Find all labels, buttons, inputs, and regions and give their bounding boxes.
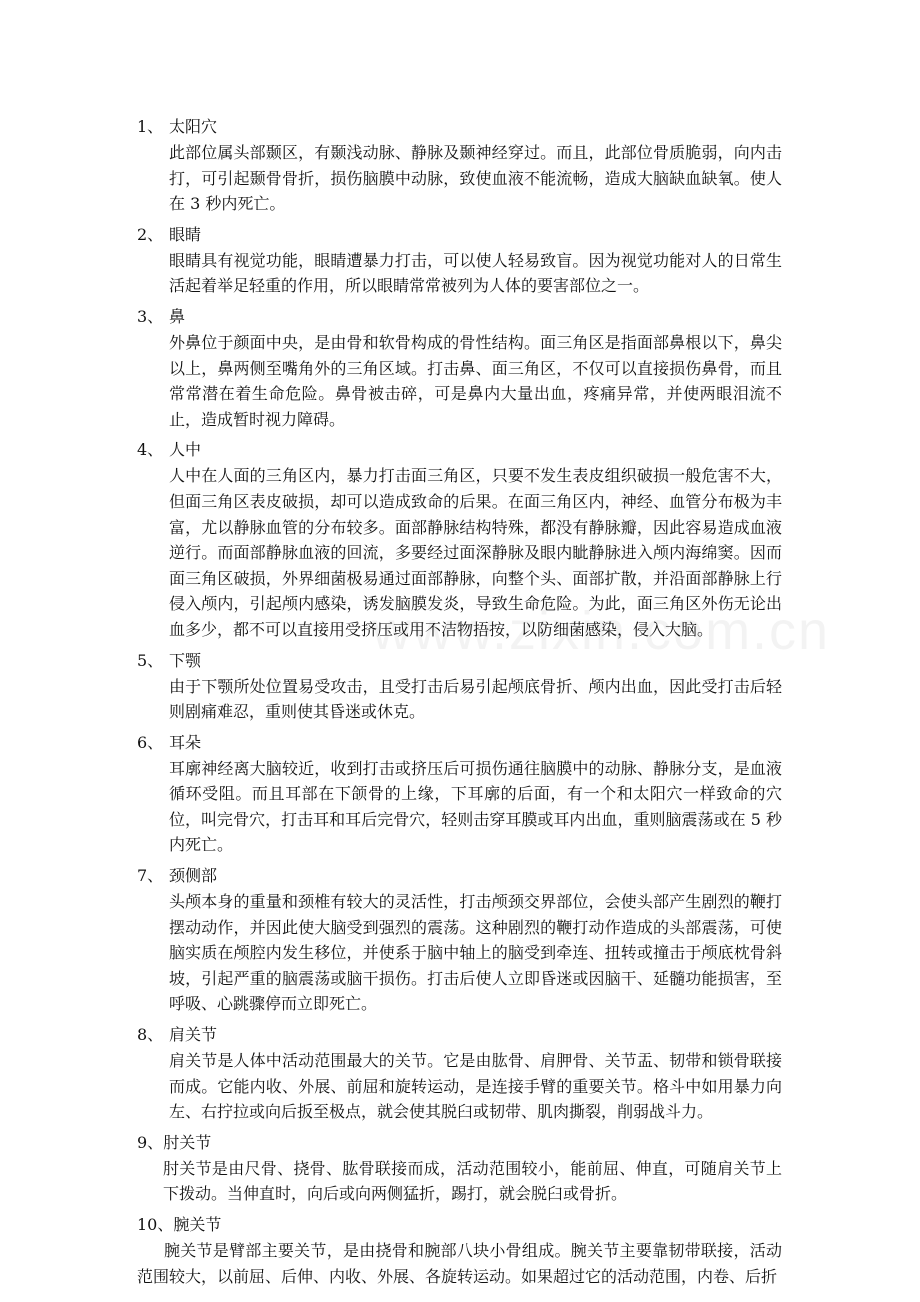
list-item (0, 304, 920, 432)
list-item (0, 437, 920, 642)
item-heading (0, 648, 920, 674)
item-heading (0, 863, 920, 889)
item-number: 10、 (137, 1215, 174, 1234)
item-body: 耳廓神经离大脑较近，收到打击或挤压后可损伤通往脑膜中的动脉、静脉分支，是血液循环受阻。而且耳部在下颌骨的上缘，下耳廓的后面，有一个和太阳穴一样致命的穴位，叫完骨穴，打击耳和耳后完骨穴，轻则击穿耳膜或耳内出血，重则脑震荡或在 5 秒内死亡。 (169, 758, 782, 855)
item-title: 鼻 (169, 306, 186, 326)
item-title: 颈侧部 (169, 866, 218, 886)
item-body: 外鼻位于颜面中央，是由骨和软骨构成的骨性结构。面三角区是指面部鼻根以下，鼻尖以上，鼻两侧至嘴角外的三角区域。打击鼻、面三角区，不仅可以直接损伤鼻骨，而且常常潜在着生命危险。鼻骨被击碎，可是鼻内大量出血，疼痛异常，并使两眼泪流不止，造成暂时视力障碍。 (169, 332, 782, 429)
item-heading (0, 730, 920, 756)
item-title: 下颚 (169, 650, 202, 670)
item-heading (0, 437, 920, 463)
list-item (0, 222, 920, 299)
list-item (0, 1022, 920, 1125)
item-body: 头颅本身的重量和颈椎有较大的灵活性，打击颅颈交界部位，会使头部产生剧烈的鞭打摆动动作，并因此使大脑受到强烈的震荡。这种剧烈的鞭打动作造成的头部震荡，可使脑实质在颅腔内发生移位，并使系于脑中轴上的脑受到牵连、扭转或撞击于颅底枕骨斜坡，引起严重的脑震荡或脑干损伤。打击后使人立即昏迷或因脑干、延髓功能损害，至呼吸、心跳骤停而立即死亡。 (169, 892, 782, 1014)
item-title: 人中 (169, 440, 202, 460)
item-heading (0, 114, 920, 140)
list-item (0, 1130, 920, 1207)
item-heading (0, 222, 920, 248)
item-body: 由于下颚所处位置易受攻击，且受打击后易引起颅底骨折、颅内出血，因此受打击后轻则剧痛难忍，重则使其昏迷或休克。 (169, 676, 782, 722)
list-item (0, 730, 920, 858)
item-title: 腕关节 (173, 1215, 222, 1234)
item-number: 8、 (137, 1025, 164, 1045)
item-number: 5、 (137, 650, 164, 670)
item-heading (0, 1130, 920, 1156)
item-body: 肘关节是由尺骨、挠骨、肱骨联接而成，活动范围较小，能前屈、伸直，可随肩关节上下拨动。当伸直时，向后或向两侧猛折，踢打，就会脱臼或骨折。 (163, 1158, 782, 1204)
list-item (0, 1212, 920, 1289)
document-content (0, 114, 920, 1294)
list-item (0, 648, 920, 725)
item-title: 太阳穴 (169, 117, 218, 136)
item-heading (0, 1022, 920, 1048)
item-number: 2、 (137, 224, 164, 244)
item-number: 4、 (137, 440, 164, 460)
item-number: 7、 (137, 866, 164, 886)
item-title: 眼睛 (169, 224, 202, 244)
item-title: 肩关节 (169, 1025, 218, 1045)
item-body: 眼睛具有视觉功能，眼睛遭暴力打击，可以使人轻易致盲。因为视觉功能对人的日常生活起着举足轻重的作用，所以眼睛常常被列为人体的要害部位之一。 (169, 250, 782, 296)
item-number: 1、 (137, 117, 164, 136)
item-heading (0, 1212, 920, 1238)
item-title: 肘关节 (163, 1132, 212, 1152)
item-number: 6、 (137, 732, 164, 752)
list-item (0, 863, 920, 1017)
item-body: 肩关节是人体中活动范围最大的关节。它是由肱骨、肩胛骨、关节盂、韧带和锁骨联接而成。它能内收、外展、前屈和旋转运动，是连接手臂的重要关节。格斗中如用暴力向左、右拧拉或向后扳至极点，就会使其脱臼或韧带、肌肉撕裂，削弱战斗力。 (169, 1051, 782, 1122)
item-number: 3、 (137, 306, 164, 326)
item-body: 腕关节是臂部主要关节，是由挠骨和腕部八块小骨组成。腕关节主要靠韧带联接，活动范围较大，以前屈、后伸、内收、外展、各旋转运动。如果超过它的活动范围，内卷、后折 (137, 1241, 782, 1286)
item-body: 此部位属头部颞区，有颞浅动脉、静脉及颞神经穿过。而且，此部位骨质脆弱，向内击打，可引起颞骨骨折，损伤脑膜中动脉，致使血液不能流畅，造成大脑缺血缺氧。使人在 3 秒内死亡。 (169, 143, 782, 214)
item-body: 人中在人面的三角区内，暴力打击面三角区，只要不发生表皮组织破损一般危害不大，但面三角区表皮破损，却可以造成致命的后果。在面三角区内，神经、血管分布极为丰富，尤以静脉血管的分布较多。面部静脉结构特殊，都没有静脉瓣，因此容易造成血液逆行。而面部静脉血液的回流，多要经过面深静脉及眼内眦静脉进入颅内海绵窦。因而面三角区破损，外界细菌极易通过面部静脉，向整个头、面部扩散，并沿面部静脉上行侵入颅内，引起颅内感染，诱发脑膜发炎，导致生命危险。为此，面三角区外伤无论出血多少，都不可以直接用受挤压或用不洁物捂按，以防细菌感染，侵入大脑。 (169, 466, 782, 639)
list-item (0, 114, 920, 217)
item-heading (0, 304, 920, 330)
item-number: 9、 (137, 1132, 164, 1152)
item-title: 耳朵 (169, 732, 202, 752)
